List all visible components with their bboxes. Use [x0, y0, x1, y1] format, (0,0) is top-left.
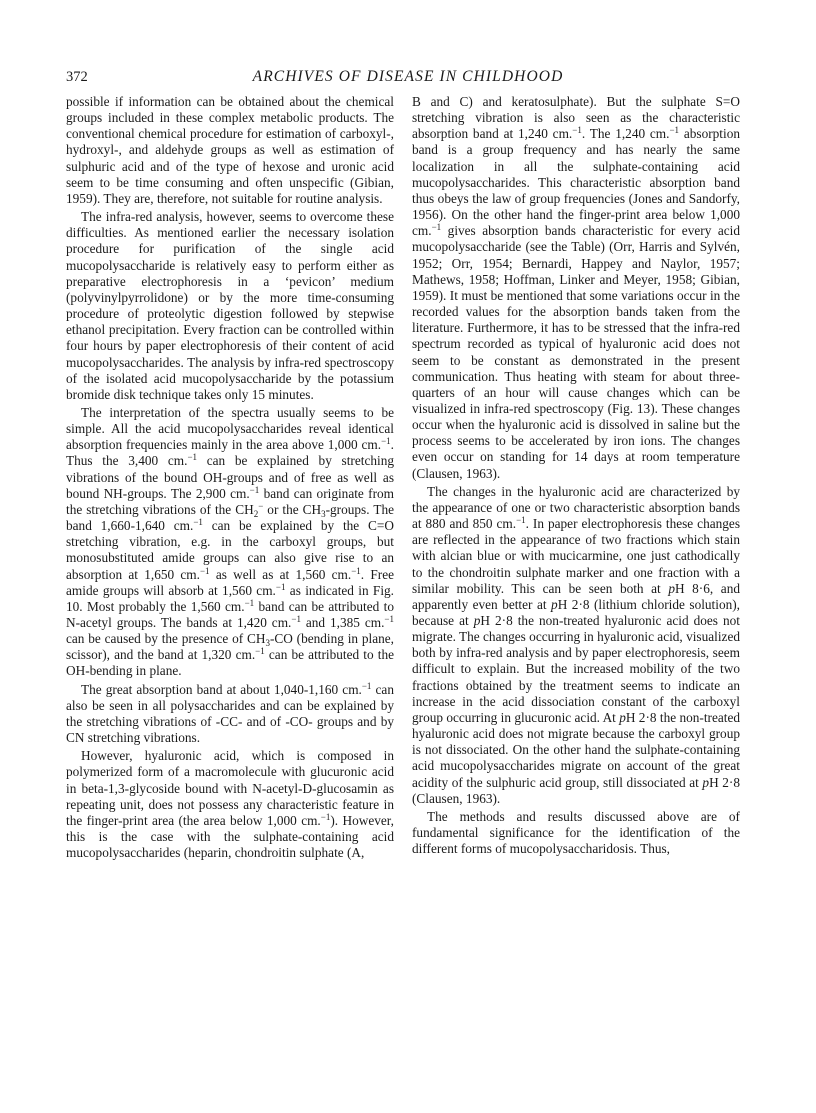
italic-run: p [668, 580, 675, 596]
subscript: 3 [265, 638, 270, 649]
italic-run: p [551, 596, 558, 612]
text-run: . In paper electrophoresis these changes are reflected in the appearance of two fractions which stain with alcian blue or with mucicarmine, one just cathodically to the chondroitin sulphate marker and one fraction with a similar mobility. This can be seen both at [412, 516, 740, 596]
body-paragraph [412, 484, 740, 807]
text-run: H 8·6, and apparently even better at [412, 580, 740, 612]
running-head-journal-title: ARCHIVES OF DISEASE IN CHILDHOOD [252, 68, 564, 85]
text-run: gives absorption bands characteristic for every acid mucopolysaccharide (see the Table) (Orr, Harris and Sylvén, 1952; Orr, 1954; Bernardi, Happey and Naylor, 1957; Mathews, 1958; Hoffman, Linker and Meyer, 1958; Gibian, 1959). It must be mentioned that some variations occur in the recorded values for the absorption bands taken from the literature. Furthermore, it has to be stressed that the infra-red spectrum recorded as typical of hyaluronic acid does not seem to be constant as demonstrated in the present communication. Thus heating with steam for about three-quarters of an hour will cause changes which can be visualized in infra-red spectroscopy (Fig. 13). These changes occur when the hyaluronic acid is dissolved in saline but the process seems to be accelerated by iron ions. The changes even occur on standing for 14 days at room temperature (Clausen, 1963). [412, 223, 740, 481]
left-column [66, 94, 394, 863]
superscript: −1 [291, 614, 301, 624]
superscript: −1 [320, 811, 331, 822]
body-paragraph [66, 748, 394, 861]
body-paragraph [66, 405, 394, 680]
text-run: can be attributed to the OH-bending in plane. [66, 647, 394, 679]
superscript: −1 [249, 484, 260, 495]
superscript: −1 [351, 565, 361, 576]
superscript: −1 [193, 517, 203, 528]
text-run: H 2·8 the non-treated hyaluronic acid does not migrate because the carboxyl group is not dissociated. On the other hand the sulphate-containing acid mucopolysaccharides migrate on account of the great acidity of the sulphuric acid group, still dissociated at [412, 709, 740, 790]
superscript: −1 [572, 125, 582, 136]
superscript: −1 [516, 515, 526, 526]
superscript: −1 [381, 436, 391, 447]
body-paragraph [412, 94, 740, 482]
subscript: 2 [253, 508, 259, 519]
italic-run: p [702, 774, 710, 790]
text-run: H 2·8 the non-treated hyaluronic acid does not migrate. The changes occurring in hyaluronic acid, visualized both by infra-red analysis and by paper electrophoresis, seem difficult to explain. But the increased mobility of the two fractions obtained by the treatment seems to indicate an increase in the acid dissociation constant of the carboxyl group occurring in glucuronic acid. At [412, 613, 740, 725]
right-column [412, 94, 740, 859]
subscript: 3 [321, 508, 326, 519]
text-run: absorption band is a group frequency and has nearly the same localization in all the sulphate-containing acid mucopolysaccharides. This characteristic absorption band thus obeys the law of group frequencies (Jones and Sandorfy, 1956). On the other hand the finger-print area below 1,000 cm. [412, 126, 740, 239]
text-run: The great absorption band at about 1,040-1,160 cm. [81, 681, 362, 697]
text-run: and 1,385 cm. [300, 615, 385, 630]
text-run: can also be seen in all polysaccharides and can be explained by the stretching vibrations of -CC- and of -CO- groups and by CN stretching vibrations. [66, 681, 394, 746]
text-run: can be caused by the presence of CH [66, 631, 266, 647]
superscript: −1 [255, 646, 265, 657]
italic-run: p [619, 709, 626, 725]
text-run: can be explained by stretching vibrations of the bound OH-groups and of free as well as bound NH-groups. The 2,900 cm. [66, 453, 394, 501]
body-paragraph [66, 682, 394, 747]
text-run: can be explained by the C=O stretching vibration, e.g. in the carboxyl groups, but monosubstituted amide groups can also give rise to an absorption at 1,650 cm. [66, 518, 394, 582]
text-run: ). However, this is the case with the sulphate-containing acid mucopolysaccharides (heparin, chondroitin sulphate (A, [66, 812, 394, 861]
text-run: The interpretation of the spectra usually seems to be simple. All the acid mucopolysaccharides reveal identical absorption frequencies mainly in the area above 1,000 cm. [66, 404, 394, 453]
italic-run: p [473, 613, 481, 628]
text-run: -CO (bending in plane, scissor), and the band at 1,320 cm. [66, 631, 394, 663]
text-run: -groups. The band 1,660-1,640 cm. [66, 501, 394, 534]
superscript: −1 [431, 222, 442, 233]
text-run: or the CH [263, 501, 322, 517]
superscript: − [258, 500, 264, 511]
text-run: as indicated in Fig. 10. Most probably the 1,560 cm. [66, 582, 394, 614]
body-paragraph [412, 809, 740, 857]
text-run: as well as at 1,560 cm. [209, 566, 352, 582]
text-run: The infra-red analysis, however, seems to overcome these difficulties. As mentioned earlier the necessary isolation procedure for purification of the single acid mucopolysaccharide is relatively easy to perform either as preparative electrophoresis in a ‘pevicon’ medium (polyvinylpyrrolidone) or by the more time-consuming procedure of proteolytic digestion followed by stepwise ethanol precipitation. Every fraction can be controlled within four hours by paper electrophoresis of their content of acid mucopolysaccharides. The analysis by infra-red spectroscopy of the isolated acid mucopolysaccharide by the potassium bromide disk technique takes only 15 minutes. [66, 209, 394, 402]
text-run: . The 1,240 cm. [581, 126, 670, 142]
text-run: The methods and results discussed above are of fundamental significance for the identification of the different forms of mucopolysaccharidosis. Thus, [412, 808, 740, 857]
text-run: H 2·8 (Clausen, 1963). [412, 774, 740, 806]
body-paragraph [66, 94, 394, 207]
text-run: The changes in the hyaluronic acid are characterized by the appearance of one or two characteristic absorption bands at 880 and 850 cm. [412, 483, 740, 532]
superscript: −1 [199, 565, 210, 576]
text-run: However, hyaluronic acid, which is composed in polymerized form of a macromolecule with glucuronic acid in beta-1,3-glycoside bound with N-acetyl-D-glucosamin as repeating unit, does not possess any characteristic feature in the finger-print area (the area below 1,000 cm. [66, 748, 394, 828]
text-run: H 2·8 (lithium chloride solution), because at [412, 596, 740, 628]
superscript: −1 [244, 597, 255, 608]
superscript: −1 [187, 452, 198, 463]
page-number: 372 [66, 69, 88, 85]
text-run: band can be attributed to N-acetyl groups. The bands at 1,420 cm. [66, 598, 394, 630]
text-run: possible if information can be obtained about the chemical groups included in these complex metabolic products. The conventional chemical procedure for estimation of carboxyl-, hydroxyl-, and aldehyde groups as well as estimation of sulphuric acid and of the type of hexose and uronic acid seem to be time consuming and often unspecific (Gibian, 1959). They are, therefore, not suitable for routine analysis. [66, 94, 394, 206]
superscript: −1 [361, 680, 372, 691]
text-run: . Free amide groups will absorb at 1,560 cm. [66, 566, 395, 598]
text-run: . Thus the 3,400 cm. [66, 437, 394, 469]
superscript: −1 [384, 614, 394, 624]
text-run: B and C) and keratosulphate). But the sulphate S=O stretching vibration is also seen as the characteristic absorption band at 1,240 cm. [412, 94, 740, 142]
body-paragraph [66, 209, 394, 403]
text-run: band can originate from the stretching vibrations of the CH [66, 485, 394, 517]
superscript: −1 [669, 125, 680, 136]
superscript: −1 [275, 581, 286, 592]
